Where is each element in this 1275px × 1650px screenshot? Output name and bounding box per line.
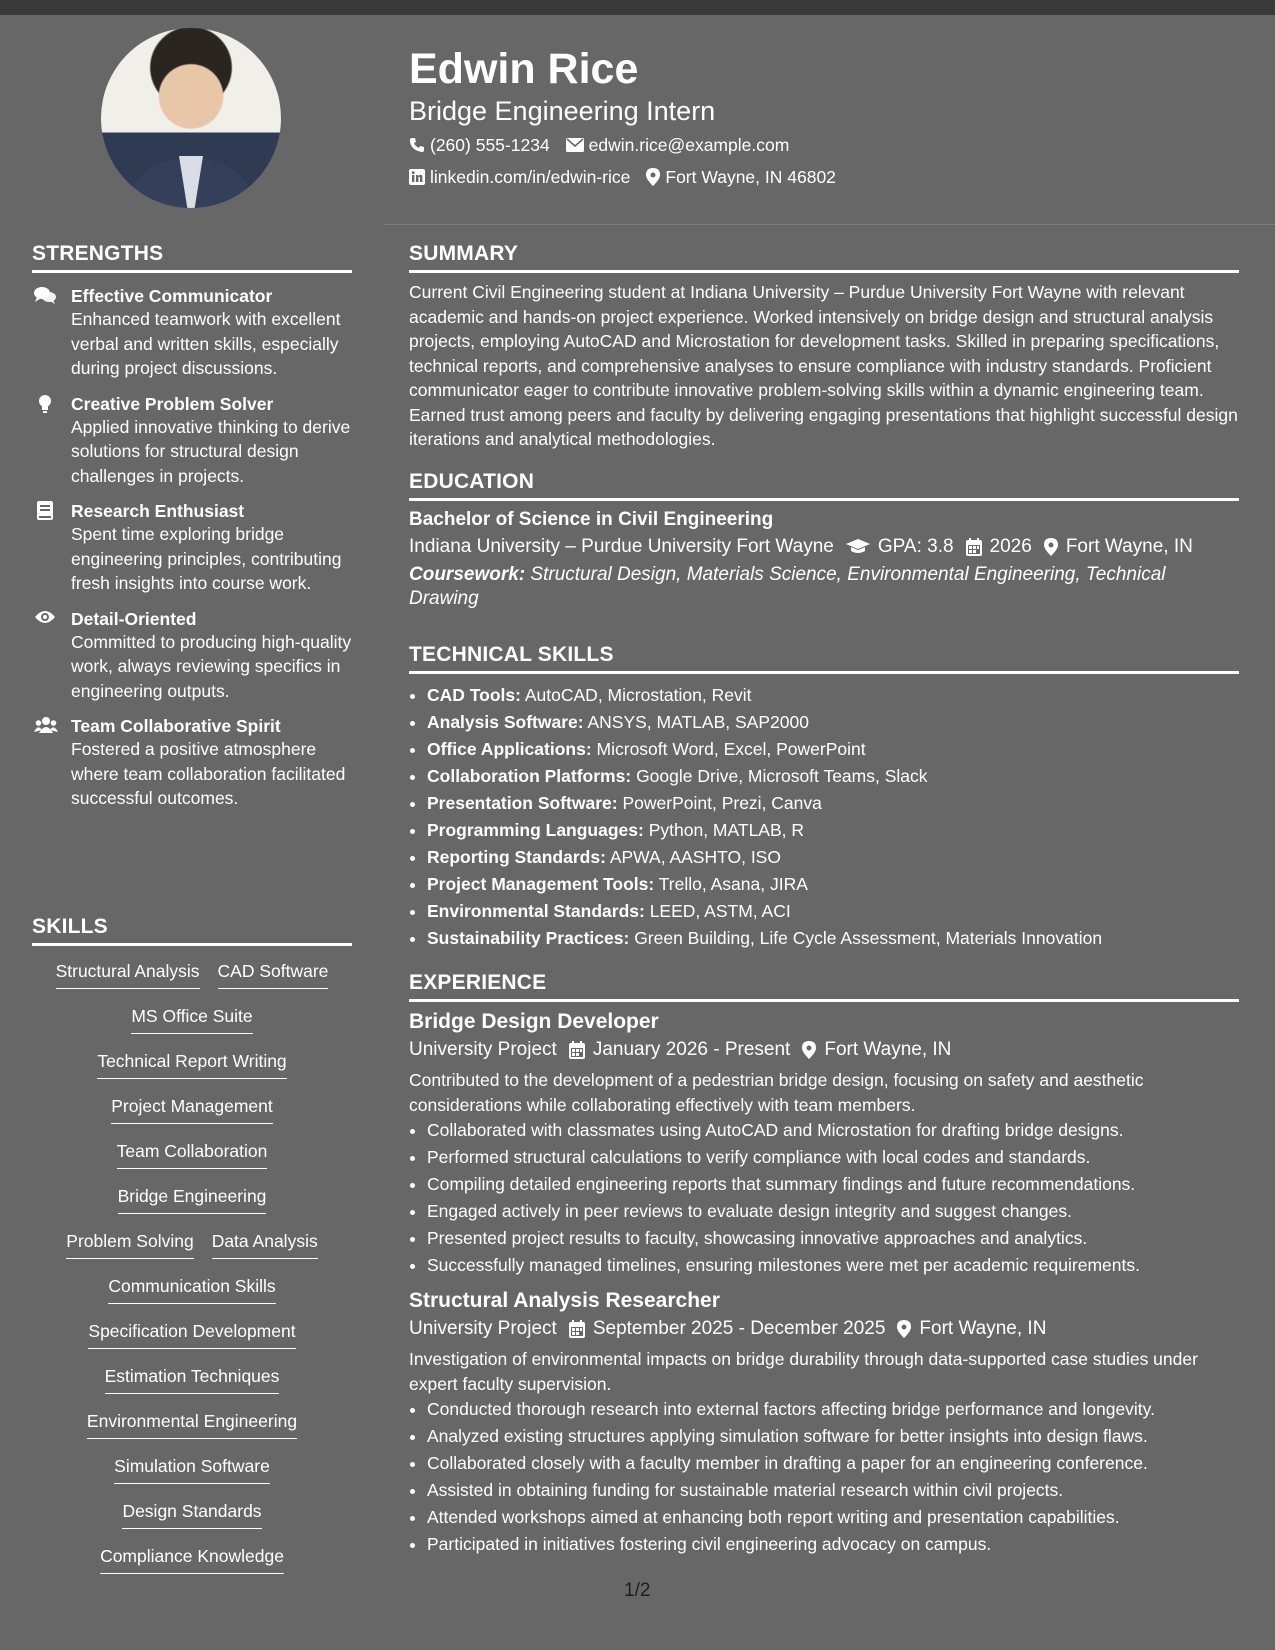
- skill-row: [32, 1500, 352, 1545]
- tech-skill-label: Sustainability Practices:: [427, 928, 630, 948]
- skill-tag: Project Management: [111, 1095, 272, 1124]
- summary-section: [409, 242, 1239, 452]
- header-divider: [383, 224, 1275, 225]
- candidate-title: Bridge Engineering Intern: [409, 96, 716, 126]
- school-name: Indiana University – Purdue University Fort Wayne: [409, 536, 834, 557]
- tech-skill-label: Environmental Standards:: [427, 901, 645, 921]
- graduation-cap-icon: [846, 539, 870, 555]
- profile-photo: [101, 28, 281, 208]
- eye-icon: [34, 609, 56, 629]
- users-icon: [34, 716, 56, 736]
- skill-row: [32, 1185, 352, 1230]
- summary-text: Current Civil Engineering student at Indiana University – Purdue University Fort Wayne with relevant academic and hands-on project experience. Worked intensively on bridge design and structural analysis projects, employing AutoCAD and Microstation for development tasks. Skilled in preparing specifications, technical reports, and comprehensive analyses to ensure compliance with industry standards. Proficient communicator eager to contribute innovative problem-solving skills within a dynamic engineering team. Earned trust among peers and faculty by delivering engaging presentations that highlight successful design iterations and analytical methodologies.: [409, 282, 1238, 449]
- contact-row-1: [409, 134, 789, 156]
- tech-skill-label: Office Applications:: [427, 739, 592, 759]
- skill-tag: Estimation Techniques: [105, 1365, 280, 1394]
- strength-item: [32, 715, 352, 811]
- tech-skill-value: Python, MATLAB, R: [648, 820, 805, 840]
- tech-skill-value: LEED, ASTM, ACI: [649, 901, 791, 921]
- skill-tag: Communication Skills: [108, 1275, 275, 1304]
- job-bullet: • Performed structural calculations to verify compliance with local codes and standards.: [427, 1144, 1239, 1171]
- degree-title: Bachelor of Science in Civil Engineering: [409, 509, 774, 530]
- resume-page: [0, 15, 1275, 1650]
- experience-section: [409, 971, 1239, 1558]
- job-dates: January 2026 - Present: [592, 1039, 791, 1060]
- skill-row: [32, 960, 352, 1005]
- summary-heading: SUMMARY: [409, 242, 1239, 273]
- year-item: [966, 533, 1032, 561]
- map-pin-icon: [802, 1041, 816, 1059]
- coursework-label: Coursework:: [409, 564, 526, 585]
- skill-tag: CAD Software: [218, 960, 329, 989]
- contact-linkedin[interactable]: [409, 166, 630, 188]
- contact-location: [646, 166, 836, 188]
- tech-skill-value: Google Drive, Microsoft Teams, Slack: [636, 766, 928, 786]
- skill-tag: Compliance Knowledge: [100, 1545, 284, 1574]
- edu-location-item: [1044, 533, 1193, 561]
- tech-skill-label: Presentation Software:: [427, 793, 618, 813]
- strength-item: [32, 393, 352, 489]
- skill-tag: Team Collaboration: [117, 1140, 268, 1169]
- top-bar: [0, 0, 1275, 15]
- skill-row: [32, 1095, 352, 1140]
- tech-skill-label: Collaboration Platforms:: [427, 766, 632, 786]
- tech-skill-value: Green Building, Life Cycle Assessment, Materials Innovation: [634, 928, 1103, 948]
- contact-row-2: [409, 166, 836, 188]
- strength-title: Creative Problem Solver: [71, 393, 274, 414]
- edu-location-text: Fort Wayne, IN: [1065, 536, 1193, 557]
- job-bullet: • Collaborated with classmates using AutoCAD and Microstation for drafting bridge designs.: [427, 1117, 1239, 1144]
- strength-desc: Spent time exploring bridge engineering principles, contributing fresh insights into course work.: [71, 524, 342, 593]
- skill-row: [32, 1005, 352, 1050]
- strength-title: Research Enthusiast: [71, 501, 245, 521]
- education-section: [409, 470, 1239, 611]
- job-entry: [409, 1008, 1239, 1279]
- skill-tag: Technical Report Writing: [97, 1050, 286, 1079]
- job-meta: [409, 1315, 1239, 1343]
- job-bullet: • Compiling detailed engineering reports that summary findings and future recommendations.: [427, 1171, 1239, 1198]
- map-pin-icon: [897, 1320, 911, 1338]
- email-text: edwin.rice@example.com: [588, 135, 790, 155]
- skill-tag: MS Office Suite: [131, 1005, 252, 1034]
- tech-skill-item: [427, 682, 1239, 709]
- linkedin-icon: [409, 169, 425, 185]
- strengths-section: [32, 242, 352, 811]
- job-location: Fort Wayne, IN: [919, 1318, 1047, 1339]
- strength-title: Team Collaborative Spirit: [71, 716, 281, 736]
- map-pin-icon: [1044, 538, 1058, 556]
- calendar-icon: [569, 1320, 585, 1338]
- skill-row: [32, 1050, 352, 1095]
- strength-title: Effective Communicator: [71, 286, 273, 306]
- skill-row: [32, 1545, 352, 1590]
- lightbulb-icon: [34, 394, 56, 414]
- chat-bubbles-icon: [34, 286, 56, 306]
- year-text: 2026: [989, 536, 1032, 557]
- phone-text: (260) 555-1234: [430, 135, 550, 155]
- skill-row: [32, 1365, 352, 1410]
- tech-skill-label: Project Management Tools:: [427, 874, 655, 894]
- job-description: Investigation of environmental impacts on bridge durability through data-supported case studies under expert faculty supervision.: [409, 1349, 1198, 1394]
- calendar-icon: [569, 1041, 585, 1059]
- tech-skill-label: Analysis Software:: [427, 712, 584, 732]
- skill-row: [32, 1455, 352, 1500]
- skills-list: [32, 960, 352, 1590]
- job-description: Contributed to the development of a pedestrian bridge design, focusing on safety and aesthetic considerations while collaborating effectively with team members.: [409, 1070, 1144, 1115]
- coursework-text: Structural Design, Materials Science, Environmental Engineering, Technical Drawing: [409, 564, 1166, 609]
- skill-tag: Bridge Engineering: [118, 1185, 267, 1214]
- phone-icon: [409, 137, 425, 153]
- job-org: University Project: [409, 1318, 557, 1339]
- strength-desc: Fostered a positive atmosphere where team collaboration facilitated successful outcomes.: [71, 739, 346, 808]
- strength-desc: Applied innovative thinking to derive solutions for structural design challenges in projects.: [71, 416, 351, 486]
- job-bullet: • Analyzed existing structures applying simulation software for better insights into design flaws.: [427, 1423, 1239, 1450]
- gpa-text: GPA: 3.8: [877, 536, 954, 557]
- skill-tag: Data Analysis: [212, 1230, 318, 1259]
- tech-skill-label: Reporting Standards:: [427, 847, 606, 867]
- job-bullet: • Collaborated closely with a faculty member in drafting a paper for an engineering conference.: [427, 1450, 1239, 1477]
- job-dates: September 2025 - December 2025: [592, 1318, 886, 1339]
- job-meta: [409, 1036, 1239, 1064]
- job-bullet: • Participated in initiatives fostering civil engineering advocacy on campus.: [427, 1531, 1239, 1558]
- tech-skill-item: [427, 898, 1239, 925]
- tech-skill-item: [427, 817, 1239, 844]
- skill-row: [32, 1275, 352, 1320]
- technical-skills-list: [409, 682, 1239, 952]
- strength-item: [32, 285, 352, 381]
- tech-skill-value: Trello, Asana, JIRA: [658, 874, 808, 894]
- skill-row: [32, 1230, 352, 1275]
- job-bullet: • Attended workshops aimed at enhancing both report writing and presentation capabilities.: [427, 1504, 1239, 1531]
- job-bullets: [409, 1396, 1239, 1558]
- job-location-item: [802, 1036, 951, 1064]
- tech-skill-value: Microsoft Word, Excel, PowerPoint: [596, 739, 866, 759]
- skills-heading: SKILLS: [32, 915, 352, 946]
- tech-skill-value: APWA, AASHTO, ISO: [609, 847, 781, 867]
- technical-skills-section: [409, 643, 1239, 952]
- tech-skill-item: [427, 736, 1239, 763]
- job-location-item: [897, 1315, 1046, 1343]
- skill-tag: Problem Solving: [66, 1230, 193, 1259]
- job-entry: [409, 1287, 1239, 1558]
- map-pin-icon: [646, 168, 660, 186]
- education-meta: [409, 533, 1239, 561]
- skill-row: [32, 1410, 352, 1455]
- strength-item: [32, 608, 352, 704]
- job-bullet: • Presented project results to faculty, showcasing innovative approaches and analytics.: [427, 1225, 1239, 1252]
- skill-tag: Simulation Software: [114, 1455, 270, 1484]
- page-number: 1/2: [624, 1580, 651, 1601]
- job-title: Structural Analysis Researcher: [409, 1289, 720, 1312]
- strength-item: [32, 500, 352, 596]
- technical-skills-heading: TECHNICAL SKILLS: [409, 643, 1239, 674]
- coursework: [409, 563, 1239, 611]
- job-dates-item: [569, 1036, 791, 1064]
- job-bullet: • Assisted in obtaining funding for sustainable material research within civil projects.: [427, 1477, 1239, 1504]
- linkedin-text: linkedin.com/in/edwin-rice: [430, 167, 631, 187]
- tech-skill-item: [427, 763, 1239, 790]
- tech-skill-value: AutoCAD, Microstation, Revit: [524, 685, 752, 705]
- book-icon: [34, 501, 56, 521]
- skills-section: [32, 915, 352, 1590]
- skill-row: [32, 1140, 352, 1185]
- contact-email[interactable]: [566, 134, 790, 156]
- job-title: Bridge Design Developer: [409, 1010, 659, 1033]
- tech-skill-label: CAD Tools:: [427, 685, 521, 705]
- skill-tag: Design Standards: [122, 1500, 261, 1529]
- strength-title: Detail-Oriented: [71, 608, 197, 629]
- job-location: Fort Wayne, IN: [824, 1039, 952, 1060]
- tech-skill-value: ANSYS, MATLAB, SAP2000: [587, 712, 809, 732]
- skill-tag: Specification Development: [88, 1320, 295, 1349]
- job-org: University Project: [409, 1039, 557, 1060]
- location-text: Fort Wayne, IN 46802: [665, 167, 836, 187]
- job-bullet: • Successfully managed timelines, ensuring milestones were met per academic requirements.: [427, 1252, 1239, 1279]
- strength-desc: Committed to producing high-quality work, always reviewing specifics in engineering outputs.: [71, 631, 352, 701]
- strength-desc: Enhanced teamwork with excellent verbal and written skills, especially during project discussions.: [71, 309, 341, 378]
- tech-skill-item: [427, 925, 1239, 952]
- tech-skill-value: PowerPoint, Prezi, Canva: [622, 793, 822, 813]
- tech-skill-item: [427, 790, 1239, 817]
- job-bullet: • Conducted thorough research into external factors affecting bridge performance and longevity.: [427, 1396, 1239, 1423]
- tech-skill-item: [427, 709, 1239, 736]
- job-dates-item: [569, 1315, 886, 1343]
- experience-heading: EXPERIENCE: [409, 971, 1239, 1002]
- tech-skill-item: [427, 844, 1239, 871]
- job-bullet: • Engaged actively in peer reviews to evaluate design integrity and suggest changes.: [427, 1198, 1239, 1225]
- calendar-icon: [966, 538, 982, 556]
- tech-skill-item: [427, 871, 1239, 898]
- gpa-item: [846, 533, 954, 561]
- strengths-heading: STRENGTHS: [32, 242, 352, 273]
- job-bullets: [409, 1117, 1239, 1279]
- tech-skill-label: Programming Languages:: [427, 820, 644, 840]
- education-heading: EDUCATION: [409, 470, 1239, 501]
- contact-phone[interactable]: [409, 134, 550, 156]
- skill-tag: Environmental Engineering: [87, 1410, 297, 1439]
- envelope-icon: [566, 138, 584, 152]
- skill-row: [32, 1320, 352, 1365]
- skill-tag: Structural Analysis: [56, 960, 200, 989]
- candidate-name: Edwin Rice: [409, 45, 639, 93]
